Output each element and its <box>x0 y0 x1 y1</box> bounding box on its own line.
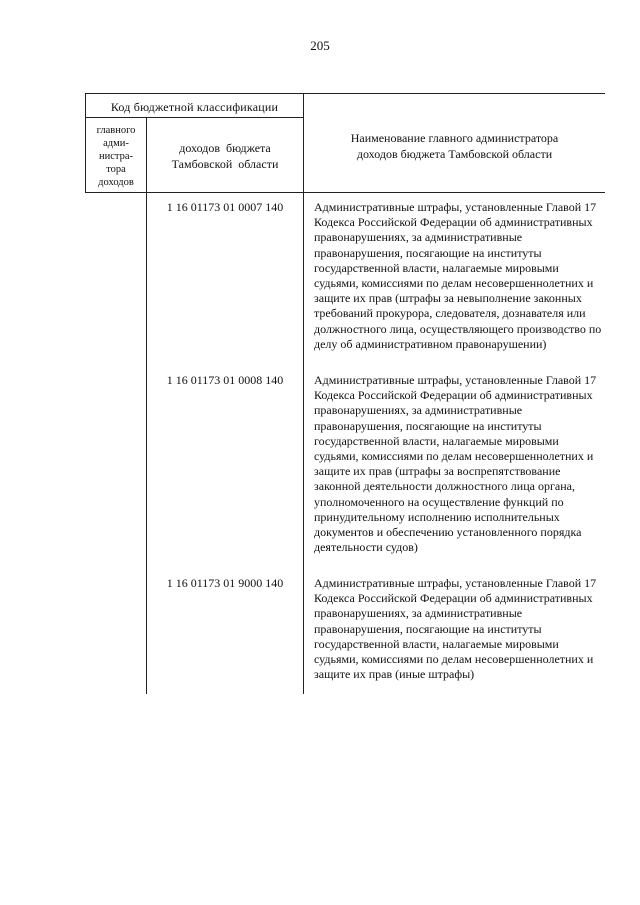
row-1-text: Административные штрафы, установленные Главой 17 Кодекса Российской Федерации об административных правонарушениях, за административные правонарушения, посягающие на институты государственной власти, налагаемые мировыми судьями, комиссиями по делам несовершеннолетних и защите их прав (штрафы за невыполнение законных требований прокурора, следователя, дознавателя или должностного лица, осуществляющего производство по делу об административном правонарушении) <box>314 200 602 351</box>
code-column-rule <box>303 93 304 694</box>
header-code-group: Код бюджетной классификации <box>110 100 279 114</box>
table-top-rule <box>85 93 605 94</box>
row-3-text: Административные штрафы, установленные Главой 17 Кодекса Российской Федерации об административных правонарушениях, за административные правонарушения, посягающие на институты государственной власти, налагаемые мировыми судьями, комиссиями по делам несовершеннолетних и защите их прав (иные штрафы) <box>314 576 597 682</box>
header-name-column: Наименование главного администратора доходов бюджета Тамбовской области <box>350 131 559 161</box>
header-bottom-rule <box>85 192 605 193</box>
row-3-code: 1 16 01173 01 9000 140 <box>166 576 284 590</box>
row-1-code: 1 16 01173 01 0007 140 <box>166 200 284 214</box>
page-number: 205 <box>310 38 330 53</box>
row-2-text: Административные штрафы, установленные Главой 17 Кодекса Российской Федерации об административных правонарушениях, за административные правонарушения, посягающие на институты государственной власти, налагаемые мировыми судьями, комиссиями по делам несовершеннолетних и защите их прав (штрафы за воспрепятствование законной деятельности должностного лица органа, уполномоченного на осуществление функций по принудительному исполнению исполнительных документов и обеспечению установленного порядка деятельности судов) <box>314 373 597 555</box>
code-group-rule <box>85 117 304 118</box>
header-income-column: доходов бюджета Тамбовской области <box>171 141 279 171</box>
header-admin-column: главного адми- нистра- тора доходов <box>96 125 136 188</box>
row-2-code: 1 16 01173 01 0008 140 <box>166 373 284 387</box>
